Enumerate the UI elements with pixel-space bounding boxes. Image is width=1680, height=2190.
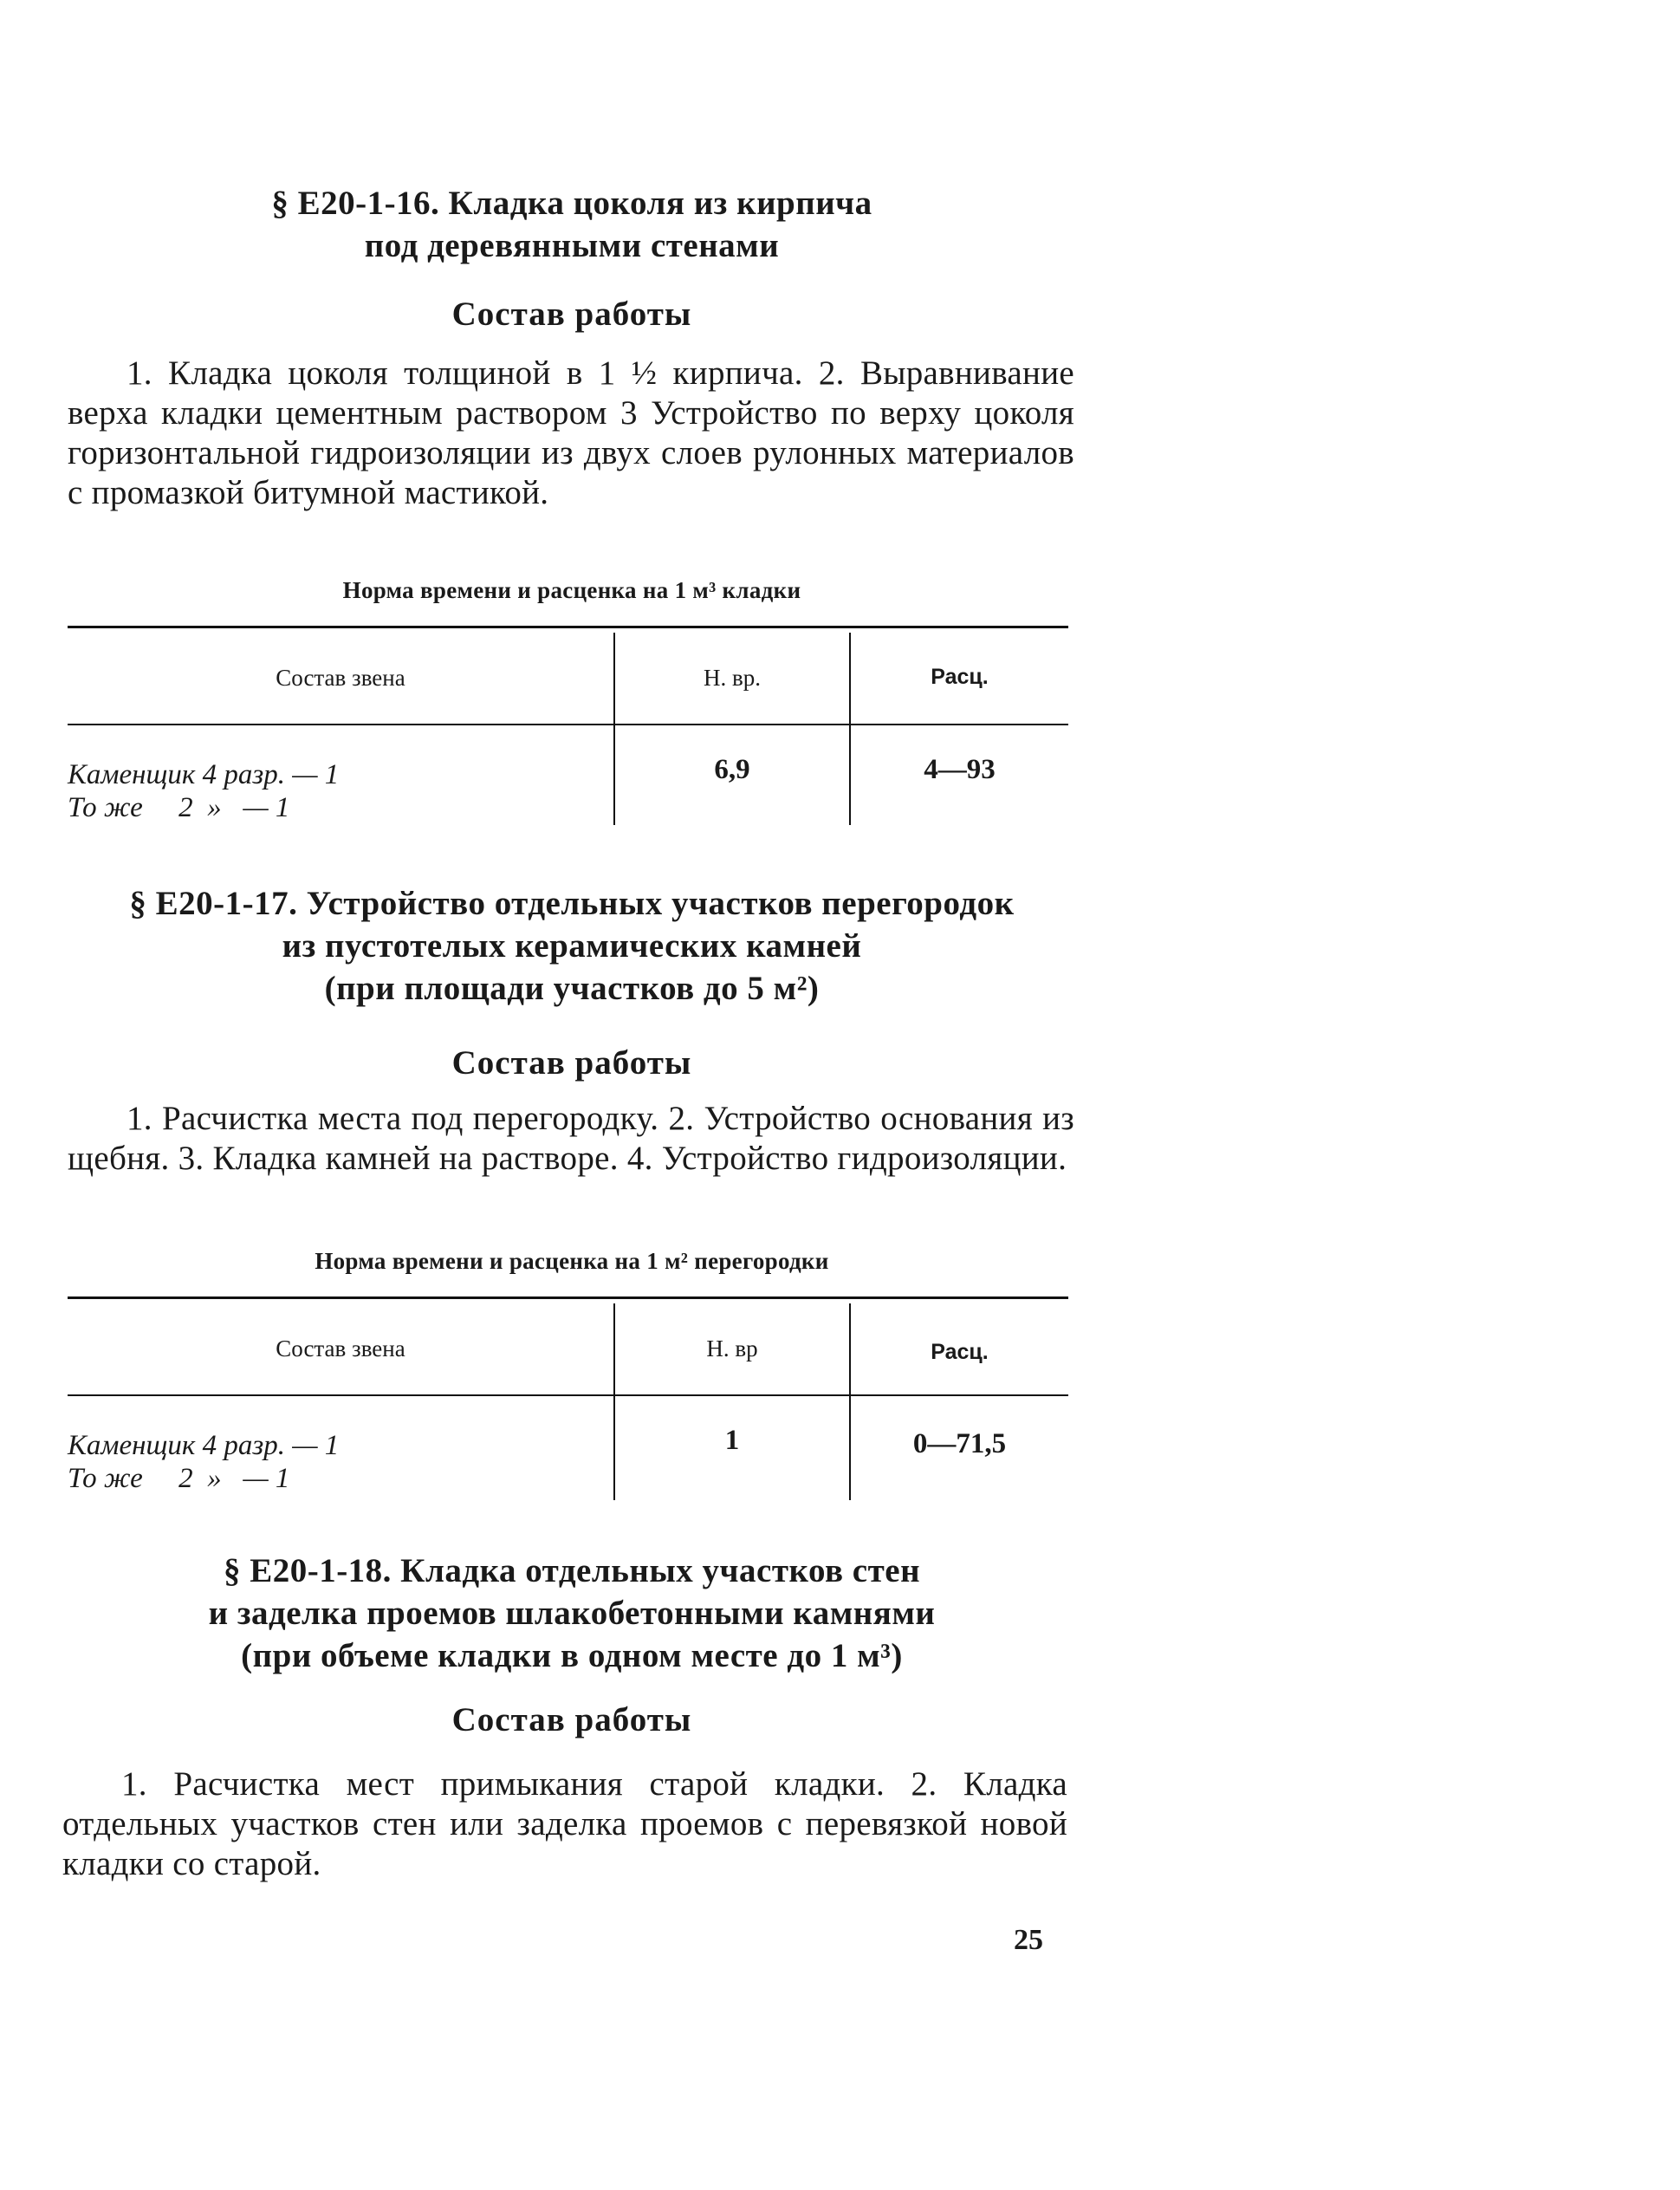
page-number: 25 <box>1014 1924 1043 1956</box>
table-header-rule <box>68 724 1068 725</box>
rate-value: 4—93 <box>924 754 996 785</box>
header-crew: Состав звена <box>276 1335 405 1361</box>
heading-line: § Е20-1-16. Кладка цоколя из кирпича <box>271 185 872 222</box>
heading-line: § Е20-1-18. Кладка отдельных участков стен <box>223 1552 921 1589</box>
crew-member-row: Каменщик 4 разр. — 1 <box>68 1430 340 1461</box>
work-composition-title: Состав работы <box>451 1701 692 1738</box>
header-norm: Н. вр. <box>704 665 761 691</box>
section-heading-e20-1-16 <box>61 182 1083 267</box>
column-divider <box>613 633 615 825</box>
norm-table <box>68 626 1068 825</box>
work-composition-title: Состав работы <box>451 1044 692 1082</box>
header-rate: Расц. <box>931 665 989 689</box>
norm-table <box>68 1296 1068 1500</box>
heading-line: и заделка проемов шлакобетонными камнями <box>208 1595 936 1632</box>
norm-table-caption: Норма времени и расценка на 1 м² перегородки <box>315 1248 829 1274</box>
header-norm: Н. вр <box>706 1335 758 1361</box>
work-composition-title: Состав работы <box>451 296 692 333</box>
crew-member-row: То же 2 » — 1 <box>68 1463 290 1494</box>
crew-member-row: То же 2 » — 1 <box>68 792 290 823</box>
norm-table-caption: Норма времени и расценка на 1 м³ кладки <box>342 577 801 603</box>
heading-line: под деревянными стенами <box>364 227 780 264</box>
crew-member-row: Каменщик 4 разр. — 1 <box>68 759 340 790</box>
section-heading-e20-1-18 <box>61 1550 1083 1677</box>
heading-line: (при площади участков до 5 м²) <box>324 970 820 1007</box>
header-crew: Состав звена <box>276 665 405 691</box>
work-composition-text: 1. Расчистка места под перегородку. 2. Устройство основания из щебня. 3. Кладка камней на растворе. 4. Устройство гидроизоляции. <box>68 1100 1074 1177</box>
heading-line: (при объеме кладки в одном месте до 1 м³) <box>241 1637 903 1674</box>
norm-value: 1 <box>724 1425 740 1456</box>
header-rate: Расц. <box>931 1340 989 1364</box>
table-header-rule <box>68 1394 1068 1396</box>
work-composition-text: 1. Кладка цоколя толщиной в 1 ½ кирпича. 2. Выравнивание верха кладки цементным раствором 3 Устройство по верху цоколя горизонтальной гидроизоляции из двух слоев рулонных материалов с промазкой битумной мастикой. <box>68 354 1074 511</box>
column-divider <box>849 633 851 825</box>
norm-value: 6,9 <box>714 754 750 785</box>
column-divider <box>849 1303 851 1500</box>
work-composition-text: 1. Расчистка мест примыкания старой кладки. 2. Кладка отдельных участков стен или заделка проемов с перевязкой новой кладки со старой. <box>62 1765 1067 1882</box>
table-top-rule <box>68 626 1068 628</box>
heading-line: из пустотелых керамических камней <box>282 927 862 965</box>
section-heading-e20-1-17 <box>61 882 1083 1010</box>
heading-line: § Е20-1-17. Устройство отдельных участков перегородок <box>129 885 1015 922</box>
table-top-rule <box>68 1296 1068 1299</box>
rate-value: 0—71,5 <box>912 1428 1007 1459</box>
column-divider <box>613 1303 615 1500</box>
